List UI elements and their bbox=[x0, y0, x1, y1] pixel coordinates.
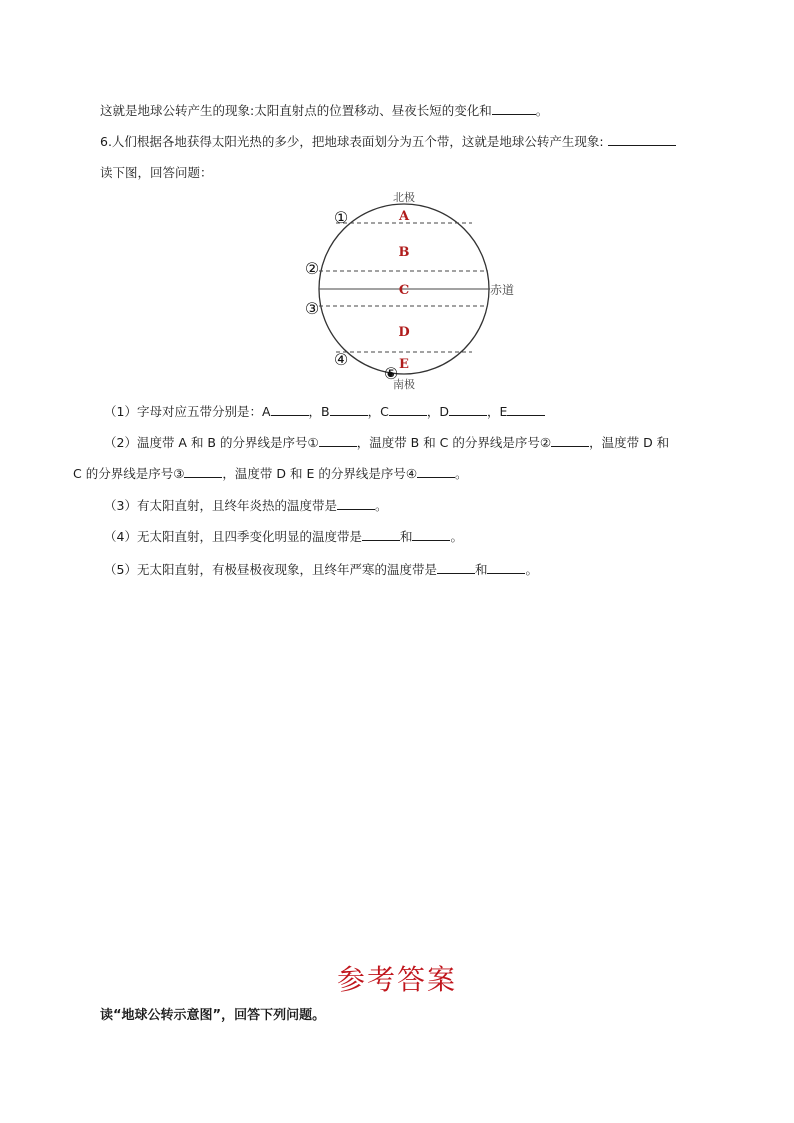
q-text: ，E bbox=[486, 404, 508, 419]
sub-question-4 bbox=[104, 528, 463, 546]
answer-blank[interactable] bbox=[184, 465, 222, 478]
answer-blank-d[interactable] bbox=[449, 403, 487, 416]
q-text: C 的分界线是序号③ bbox=[73, 466, 185, 481]
period: 。 bbox=[374, 498, 388, 513]
answer-blank[interactable] bbox=[437, 561, 475, 574]
earth-zones-diagram bbox=[296, 186, 526, 396]
q-text: ，温度带 D 和 bbox=[589, 435, 670, 450]
period: 。 bbox=[535, 103, 549, 118]
period: 。 bbox=[525, 562, 538, 577]
marker-5: ⑤ bbox=[383, 364, 399, 383]
q-text: （5）无太阳直射，有极昼极夜现象，且终年严寒的温度带是 bbox=[104, 562, 437, 577]
answer-blank[interactable] bbox=[487, 561, 525, 574]
answer-blank[interactable] bbox=[551, 434, 589, 447]
answer-blank[interactable] bbox=[417, 465, 455, 478]
period: 。 bbox=[455, 466, 468, 481]
zone-label-b: B bbox=[398, 245, 410, 260]
q-text: （3）有太阳直射，且终年炎热的温度带是 bbox=[104, 498, 337, 513]
answer-blank-b[interactable] bbox=[330, 403, 368, 416]
q-text: （2）温度带 A 和 B 的分界线是序号① bbox=[104, 435, 319, 450]
question-text: 6.人们根据各地获得太阳光热的多少，把地球表面划分为五个带，这就是地球公转产生现象: bbox=[100, 134, 604, 149]
question-6 bbox=[100, 133, 676, 151]
marker-2: ② bbox=[304, 259, 320, 278]
answer-blank[interactable] bbox=[492, 102, 536, 115]
answer-blank[interactable] bbox=[362, 528, 400, 541]
zone-label-e: E bbox=[399, 357, 409, 372]
answer-blank[interactable] bbox=[608, 133, 676, 146]
answer-blank[interactable] bbox=[319, 434, 357, 447]
q-text: 和 bbox=[399, 529, 413, 544]
q-text: ，D bbox=[426, 404, 449, 419]
marker-4: ④ bbox=[333, 350, 349, 369]
read-instruction: 读下图，回答问题： bbox=[100, 165, 213, 180]
sub-question-2-line-2 bbox=[73, 465, 468, 483]
q-text: 和 bbox=[474, 562, 488, 577]
answer-intro: 读“地球公转示意图”，回答下列问题。 bbox=[100, 1008, 326, 1023]
q-text: ，B bbox=[308, 404, 330, 419]
q-text: ，温度带 D 和 E 的分界线是序号④ bbox=[222, 466, 418, 481]
answer-blank-a[interactable] bbox=[271, 403, 309, 416]
answer-section-title: 参考答案 bbox=[336, 963, 457, 996]
q-text: ，温度带 B 和 C 的分界线是序号② bbox=[356, 435, 552, 450]
north-pole-label: 北极 bbox=[393, 191, 415, 204]
q-text: （4）无太阳直射，且四季变化明显的温度带是 bbox=[104, 529, 362, 544]
equator-label: 赤道 bbox=[490, 283, 515, 297]
period: 。 bbox=[450, 529, 463, 544]
sentence-text: 这就是地球公转产生的现象:太阳直射点的位置移动、昼夜长短的变化和 bbox=[100, 103, 492, 118]
marker-3: ③ bbox=[304, 299, 320, 318]
text-line-1 bbox=[100, 102, 548, 120]
zone-label-a: A bbox=[398, 209, 410, 224]
zone-label-d: D bbox=[398, 325, 410, 340]
q-text: （1）字母对应五带分别是：A bbox=[104, 404, 271, 419]
south-pole-label: 南极 bbox=[393, 378, 415, 391]
sub-question-2-line-1 bbox=[104, 434, 669, 452]
answer-blank-c[interactable] bbox=[389, 403, 427, 416]
answer-blank[interactable] bbox=[412, 528, 450, 541]
q-text: ，C bbox=[367, 404, 389, 419]
zone-label-c: C bbox=[398, 283, 410, 298]
answer-blank-e[interactable] bbox=[507, 403, 545, 416]
sub-question-5 bbox=[104, 561, 538, 579]
sub-question-3 bbox=[104, 497, 387, 515]
marker-1: ① bbox=[333, 208, 349, 227]
sub-question-1 bbox=[104, 403, 545, 421]
answer-blank[interactable] bbox=[337, 497, 375, 510]
